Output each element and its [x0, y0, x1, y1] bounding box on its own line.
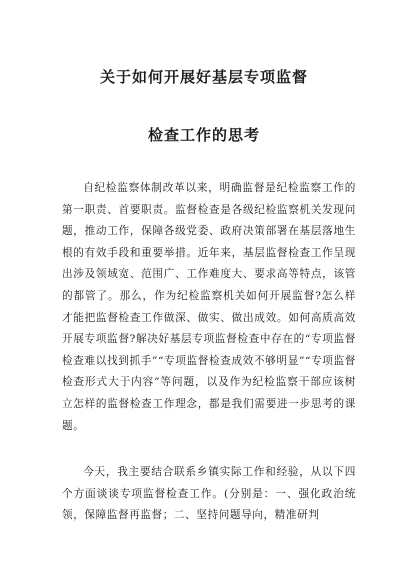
body-paragraph-2: 今天，我主要结合联系乡镇实际工作和经验，从以下四个方面谈谈专项监督检查工作。(分别是：一、强化政治统领，保障监督再监督；二、坚持问题导向，精准研判: [62, 466, 356, 522]
document-title-line-2: 检查工作的思考: [147, 126, 260, 144]
document-title-line-1: 关于如何开展好基层专项监督: [99, 68, 308, 86]
body-paragraph-1: 自纪检监察体制改革以来，明确监督是纪检监察工作的第一职责、首要职责。监督检查是各级纪检监察机关发现问题，推动工作，保障各级党委、政府决策部署在基层落地生根的有效手段和重要举措。近年来，基层监督检查工作呈现出涉及领域宽、范围广、工作难度大、要求高等特点，该管的都管了。那么，作为纪检监察机关如何开展监督?怎么样才能把监督检查工作做深、做实、做出成效。如何高质高效开展专项监督?解决好基层专项监督检查中存在的“专项监督检查难以找到抓手”“专项监督检查成效不够明显”“专项监督检查形式大于内容”等问题，以及作为纪检监察干部应该树立怎样的监督检查工作理念，都是我们需要进一步思考的课题。: [62, 182, 356, 432]
